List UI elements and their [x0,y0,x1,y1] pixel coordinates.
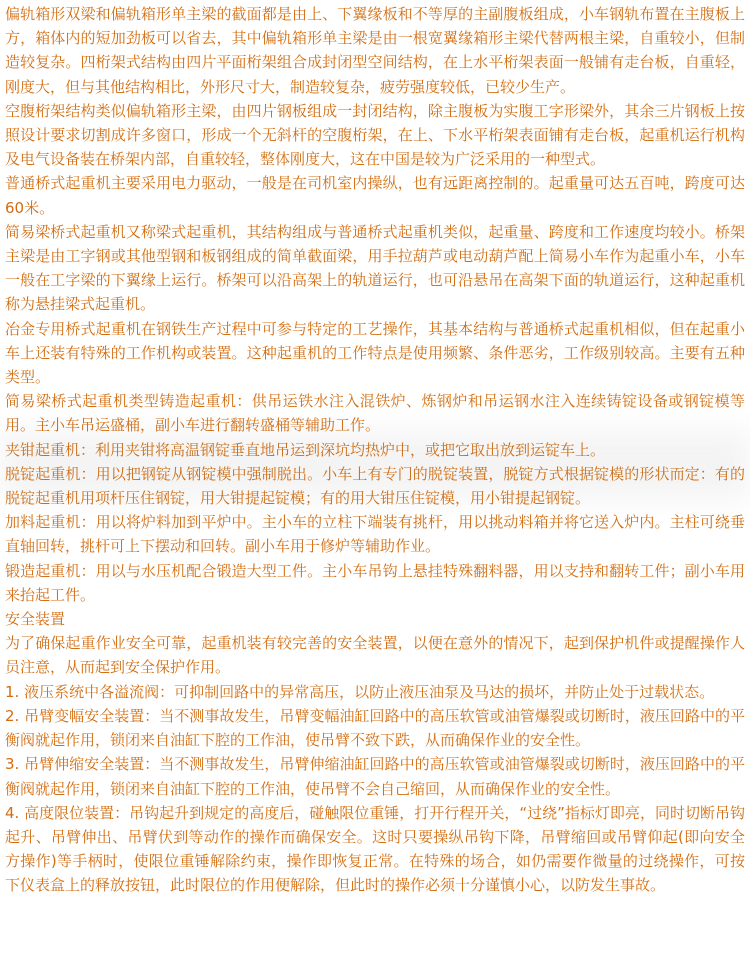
list-item-relief-valve: 1. 液压系统中各溢流阀：可抑制回路中的异常高压，以防止液压油泵及马达的损坏，并防止处于过载状态。 [5,682,715,701]
list-item-telescoping-safety: 3. 吊臂伸缩安全装置：当不测事故发生，吊臂伸缩油缸回路中的高压软管或油管爆裂或切断时，液压回路中的平衡阀就起作用，锁闭来自油缸下腔的工作油，使吊臂不会自己缩回，从而确保作业的安全性。 [5,755,745,798]
paragraph-stripping-crane: 脱锭起重机：用以把钢锭从钢锭模中强制脱出。小车上有专门的脱锭装置，脱锭方式根据锭模的形状而定：有的脱锭起重机用项杆压住钢锭，用大钳提起锭模；有的用大钳压住锭模，用小钳提起钢锭。 [5,464,745,508]
paragraph-safety-intro: 为了确保起重作业安全可靠，起重机装有较完善的安全装置，以便在意外的情况下，起到保护机件或提醒操作人员注意，从而起到安全保护作用。 [5,634,745,677]
section-heading-safety: 安全装置 [5,610,66,629]
paragraph-simple-beam-crane: 简易梁桥式起重机又称梁式起重机，其结构组成与普通桥式起重机类似，起重量、跨度和工作速度均较小。桥架主梁是由工字钢或其他型钢和板钢组成的简单截面梁，用手拉葫芦或电动葫芦配上简易小车作为起重小车，小车一般在工字梁的下翼缘上运行。桥架可以沿高架上的轨道运行，也可沿悬吊在高架下面的轨道运行，这种起重机称为悬挂梁式起重机。 [5,222,745,314]
paragraph-hollow-truss: 空腹桁架结构类似偏轨箱形主梁，由四片钢板组成一封闭结构，除主腹板为实腹工字形梁外，其余三片钢板上按照设计要求切割成许多窗口，形成一个无斜杆的空腹桁架，在上、下水平桁架表面铺有走台板，起重机运行机构及电气设备装在桥架内部，自重较轻，整体刚度大，这在中国是较为广泛采用的一种型式。 [5,101,745,169]
paragraph-box-girder: 偏轨箱形双梁和偏轨箱形单主梁的截面都是由上、下翼缘板和不等厚的主副腹板组成，小车钢轨布置在主腹板上方，箱体内的短加劲板可以省去，其中偏轨箱形单主梁是由一根宽翼缘箱形主梁代替两根主梁，自重较小，但制造较复杂。四桁架式结构由四片平面桁架组合成封闭型空间结构，在上水平桁架表面一般铺有走台板，自重轻，刚度大，但与其他结构相比，外形尺寸大，制造较复杂，疲劳强度较低，已较少生产。 [5,5,745,96]
paragraph-ordinary-crane: 普通桥式起重机主要采用电力驱动，一般是在司机室内操纵，也有远距离控制的。起重量可达五百吨，跨度可达60米。 [5,174,745,217]
paragraph-forging-crane: 锻造起重机：用以与水压机配合锻造大型工件。主小车吊钩上悬挂特殊翻料器，用以支持和翻转工件；副小车用来抬起工件。 [5,561,745,604]
list-item-height-limit: 4. 高度限位装置：吊钩起升到规定的高度后，碰触限位重锤，打开行程开关，“过绕”指标灯即亮，同时切断吊钩起升、吊臂伸出、吊臂伏到等动作的操作而确保安全。这时只要操纵吊钩下降，吊臂缩回或吊臂仰起(即向安全方操作)等手柄时，使限位重锤解除约束，操作即恢复正常。在特殊的场合，如仍需要作微量的过绕操作，可按下仪表盒上的释放按钮，此时限位的作用便解除，但此时的操作必须十分谨慎小心，以防发生事故。 [5,803,745,895]
paragraph-charging-crane: 加料起重机：用以将炉料加到平炉中。主小车的立柱下端装有挑杆，用以挑动料箱并将它送入炉内。主柱可绕垂直轴回转，挑杆可上下摆动和回转。副小车用于修炉等辅助作业。 [5,513,745,556]
paragraph-metallurgical-crane: 冶金专用桥式起重机在钢铁生产过程中可参与特定的工艺操作，其基本结构与普通桥式起重机相似，但在起重小车上还装有特殊的工作机构或装置。这种起重机的工作特点是使用频繁、条件恶劣，工作级别较高。主要有五种类型。 [5,319,745,387]
paragraph-tong-crane: 夹钳起重机：利用夹钳将高温钢锭垂直地吊运到深坑均热炉中，或把它取出放到运锭车上。 [5,440,606,459]
paragraph-casting-crane: 简易梁桥式起重机类型铸造起重机：供吊运铁水注入混铁炉、炼钢炉和吊运钢水注入连续铸锭设备或钢锭模等用。主小车吊运盛桶，副小车进行翻转盛桶等辅助工作。 [5,392,745,435]
list-item-luffing-safety: 2. 吊臂变幅安全装置：当不测事故发生，吊臂变幅油缸回路中的高压软管或油管爆裂或切断时，液压回路中的平衡阀就起作用，锁闭来自油缸下腔的工作油，使吊臂不致下跌，从而确保作业的安全性。 [5,706,745,750]
